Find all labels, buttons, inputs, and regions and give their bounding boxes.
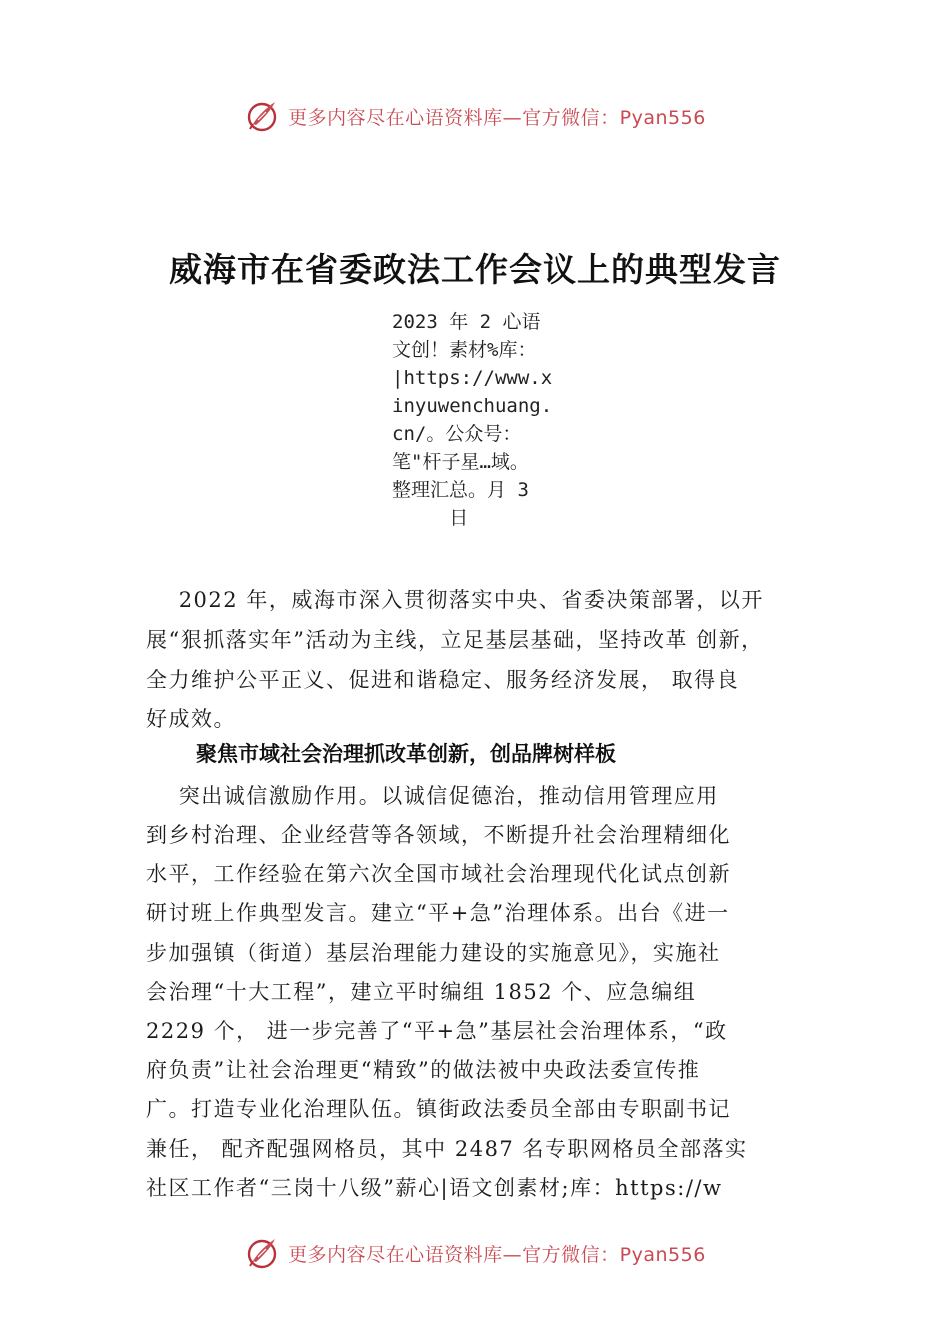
footer-banner xyxy=(0,1231,950,1275)
banner-text: 更多内容尽在心语资料库—官方微信：Pyan556 xyxy=(288,106,706,129)
section-paragraph-line: 水平，工作经验在第六次全国市域社会治理现代化试点创新 xyxy=(146,862,731,886)
section-paragraph-line: 会治理“十大工程”，建立平时编组 1852 个、应急编组 xyxy=(146,980,697,1004)
section-heading: 聚焦市域社会治理抓改革创新，创品牌树样板 xyxy=(196,742,616,766)
banner-text: 更多内容尽在心语资料库—官方微信：Pyan556 xyxy=(288,1243,706,1266)
header-banner xyxy=(0,94,950,138)
quill-pen-logo-icon xyxy=(244,1235,280,1271)
section-paragraph-line: 突出诚信激励作用。以诚信促德治，推动信用管理应用 xyxy=(146,784,719,808)
date-source-block xyxy=(392,308,582,532)
quill-pen-logo-icon xyxy=(244,98,280,134)
intro-paragraph-line: 展“狠抓落实年”活动为主线，立足基层基础，坚持改革 创新， xyxy=(146,628,764,652)
date-line: 2023 年 2 心语 xyxy=(392,311,541,333)
date-line: inyuwenchuang. xyxy=(392,395,553,417)
intro-paragraph-line: 全力维护公平正义、促进和谐稳定、服务经济发展， 取得良 xyxy=(146,668,740,692)
date-line: 笔"杆子星…域。 xyxy=(392,451,529,473)
section-paragraph-line: 到乡村治理、企业经营等各领域，不断提升社会治理精细化 xyxy=(146,823,731,847)
intro-paragraph-line: 2022 年，威海市深入贯彻落实中央、省委决策部署，以开 xyxy=(146,588,764,612)
section-paragraph-line: 社区工作者“三岗十八级”薪心|语文创素材;库：https://w xyxy=(146,1176,723,1200)
date-line: |https://www.x xyxy=(392,367,553,389)
section-paragraph-line: 广。打造专业化治理队伍。镇街政法委员全部由专职副书记 xyxy=(146,1097,731,1121)
date-line: 整理汇总。月 3 xyxy=(392,479,529,501)
date-line: 日 xyxy=(392,507,469,529)
date-line: cn/。公众号： xyxy=(392,423,522,445)
document-title: 威海市在省委政法工作会议上的典型发言 xyxy=(169,250,781,289)
intro-paragraph-line: 好成效。 xyxy=(146,707,236,731)
section-paragraph-line: 2229 个， 进一步完善了“平+急”基层社会治理体系，“政 xyxy=(146,1019,728,1043)
section-paragraph-line: 兼任， 配齐配强网格员，其中 2487 名专职网格员全部落实 xyxy=(146,1137,748,1161)
section-paragraph-line: 府负责”让社会治理更“精致”的做法被中央政法委宣传推 xyxy=(146,1058,701,1082)
date-line: 文创！素材%库： xyxy=(392,339,537,361)
section-paragraph-line: 研讨班上作典型发言。建立“平+急”治理体系。出台《进一 xyxy=(146,901,730,925)
section-paragraph-line: 步加强镇（街道）基层治理能力建设的实施意见》，实施社 xyxy=(146,941,721,965)
